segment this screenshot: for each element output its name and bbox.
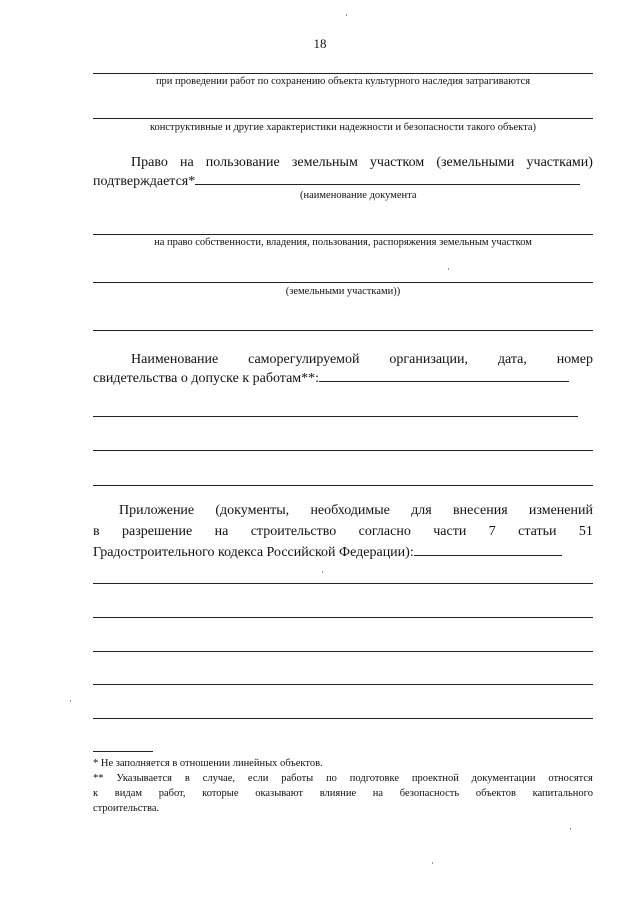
- attachment-word: 51: [578, 524, 593, 539]
- land-rights-word: участками): [526, 155, 593, 170]
- land-rights-word: участком: [369, 155, 425, 170]
- footnote-word: капитального: [532, 788, 593, 799]
- sro-word: Наименование: [131, 352, 219, 367]
- attachment-word: части: [433, 524, 467, 539]
- fill-line-land-4[interactable]: [93, 330, 593, 331]
- fill-line-heritage-1[interactable]: [93, 73, 593, 74]
- attachment-line-1: [93, 501, 593, 520]
- footnote-word: на: [372, 788, 384, 799]
- land-rights-confirmed-label: подтверждается*: [93, 174, 196, 189]
- caption-document-name: (наименование документа: [300, 190, 417, 201]
- footnote-word: безопасность: [399, 788, 460, 799]
- scan-speck: [346, 14, 347, 16]
- sro-paragraph: [93, 350, 593, 388]
- footnote-word: по: [326, 773, 337, 784]
- fill-line-attachment-1[interactable]: [414, 543, 562, 556]
- attachment-paragraph: [93, 501, 593, 562]
- attachment-word: необходимые: [310, 503, 390, 518]
- land-rights-word: земельным: [291, 155, 358, 170]
- footnote-word: Указывается: [116, 773, 173, 784]
- attachment-word: в: [93, 524, 100, 539]
- footnote-word: объектов: [475, 788, 516, 799]
- scan-speck: [432, 862, 433, 864]
- caption-ownership-rights: на право собственности, владения, пользования, распоряжения земельным участком: [154, 237, 532, 248]
- fill-line-land-2[interactable]: [93, 234, 593, 235]
- attachment-word: 7: [488, 524, 496, 539]
- attachment-word: изменений: [528, 503, 593, 518]
- footnote-word: которые: [202, 788, 239, 799]
- footnote-word: **: [93, 773, 104, 784]
- scan-speck: [322, 571, 323, 573]
- caption-heritage-2: конструктивные и другие характеристики надежности и безопасности такого объекта): [149, 122, 537, 133]
- land-rights-word: (земельными: [436, 155, 515, 170]
- sro-word: организации,: [389, 352, 469, 367]
- sro-line-2: [93, 369, 593, 388]
- land-rights-line-1: [93, 153, 593, 172]
- footnotes-block: [93, 756, 593, 816]
- attachment-word: статьи: [518, 524, 557, 539]
- land-rights-word: на: [179, 155, 194, 170]
- attachment-word: разрешение: [122, 524, 193, 539]
- footnote-word: случае,: [202, 773, 236, 784]
- footnote-1: * Не заполняется в отношении линейных объектов.: [93, 758, 323, 769]
- footnote-word: проектной: [411, 773, 459, 784]
- sro-certificate-label: свидетельства о допуске к работам**:: [93, 371, 320, 386]
- attachment-word: на: [214, 524, 229, 539]
- attachment-word: Приложение: [119, 503, 195, 518]
- attachment-line-3: [93, 543, 593, 562]
- scan-speck: [448, 268, 449, 270]
- scan-speck: [570, 828, 571, 830]
- attachment-line-2: [93, 522, 593, 541]
- footnote-word: в: [184, 773, 190, 784]
- footnote-word: видам: [114, 788, 143, 799]
- fill-line-attachment-5[interactable]: [93, 684, 593, 685]
- footnote-separator: [93, 751, 153, 752]
- footnote-word: документации: [471, 773, 536, 784]
- fill-line-attachment-4[interactable]: [93, 651, 593, 652]
- land-rights-word: пользование: [205, 155, 280, 170]
- sro-word: саморегулируемой: [248, 352, 360, 367]
- footnote-word: если: [247, 773, 269, 784]
- attachment-word: согласно: [358, 524, 411, 539]
- sro-word: дата,: [497, 352, 527, 367]
- attachment-word: (документы,: [215, 503, 290, 518]
- footnote-word: влияние: [319, 788, 357, 799]
- land-rights-paragraph: [93, 153, 593, 191]
- attachment-gradcode-label: Градостроительного кодекса Российской Федерации):: [93, 545, 414, 560]
- attachment-word: внесения: [452, 503, 508, 518]
- land-rights-word: Право: [131, 155, 168, 170]
- footnote-2-line-2: [93, 786, 593, 801]
- page-number: 18: [313, 36, 327, 51]
- fill-line-attachment-2[interactable]: [93, 583, 593, 584]
- sro-line-1: [93, 350, 593, 369]
- fill-line-attachment-3[interactable]: [93, 617, 593, 618]
- fill-line-attachment-6[interactable]: [93, 718, 593, 719]
- land-rights-line-2: [93, 172, 593, 191]
- footnote-word: работ,: [158, 788, 186, 799]
- fill-line-sro-4[interactable]: [93, 485, 593, 486]
- caption-heritage-1: при проведении работ по сохранению объекта культурного наследия затрагиваются: [155, 76, 531, 87]
- scan-speck: [70, 700, 71, 702]
- fill-line-sro-certificate[interactable]: [319, 369, 569, 382]
- attachment-word: для: [411, 503, 432, 518]
- fill-line-sro-2[interactable]: [93, 416, 578, 417]
- footnote-word: к: [93, 788, 99, 799]
- footnote-word: работы: [281, 773, 314, 784]
- fill-line-land-document[interactable]: [195, 172, 580, 185]
- fill-line-sro-3[interactable]: [93, 450, 593, 451]
- footnote-word: относятся: [548, 773, 593, 784]
- footnote-word: оказывают: [255, 788, 304, 799]
- sro-word: номер: [556, 352, 593, 367]
- footnote-word: подготовке: [349, 773, 400, 784]
- footnote-2-line-1: [93, 771, 593, 786]
- attachment-word: строительство: [250, 524, 337, 539]
- fill-line-heritage-2[interactable]: [93, 118, 593, 119]
- fill-line-land-3[interactable]: [93, 282, 593, 283]
- footnote-2-line-3: строительства.: [93, 803, 160, 814]
- caption-land-plots: (земельными участками)): [285, 286, 401, 297]
